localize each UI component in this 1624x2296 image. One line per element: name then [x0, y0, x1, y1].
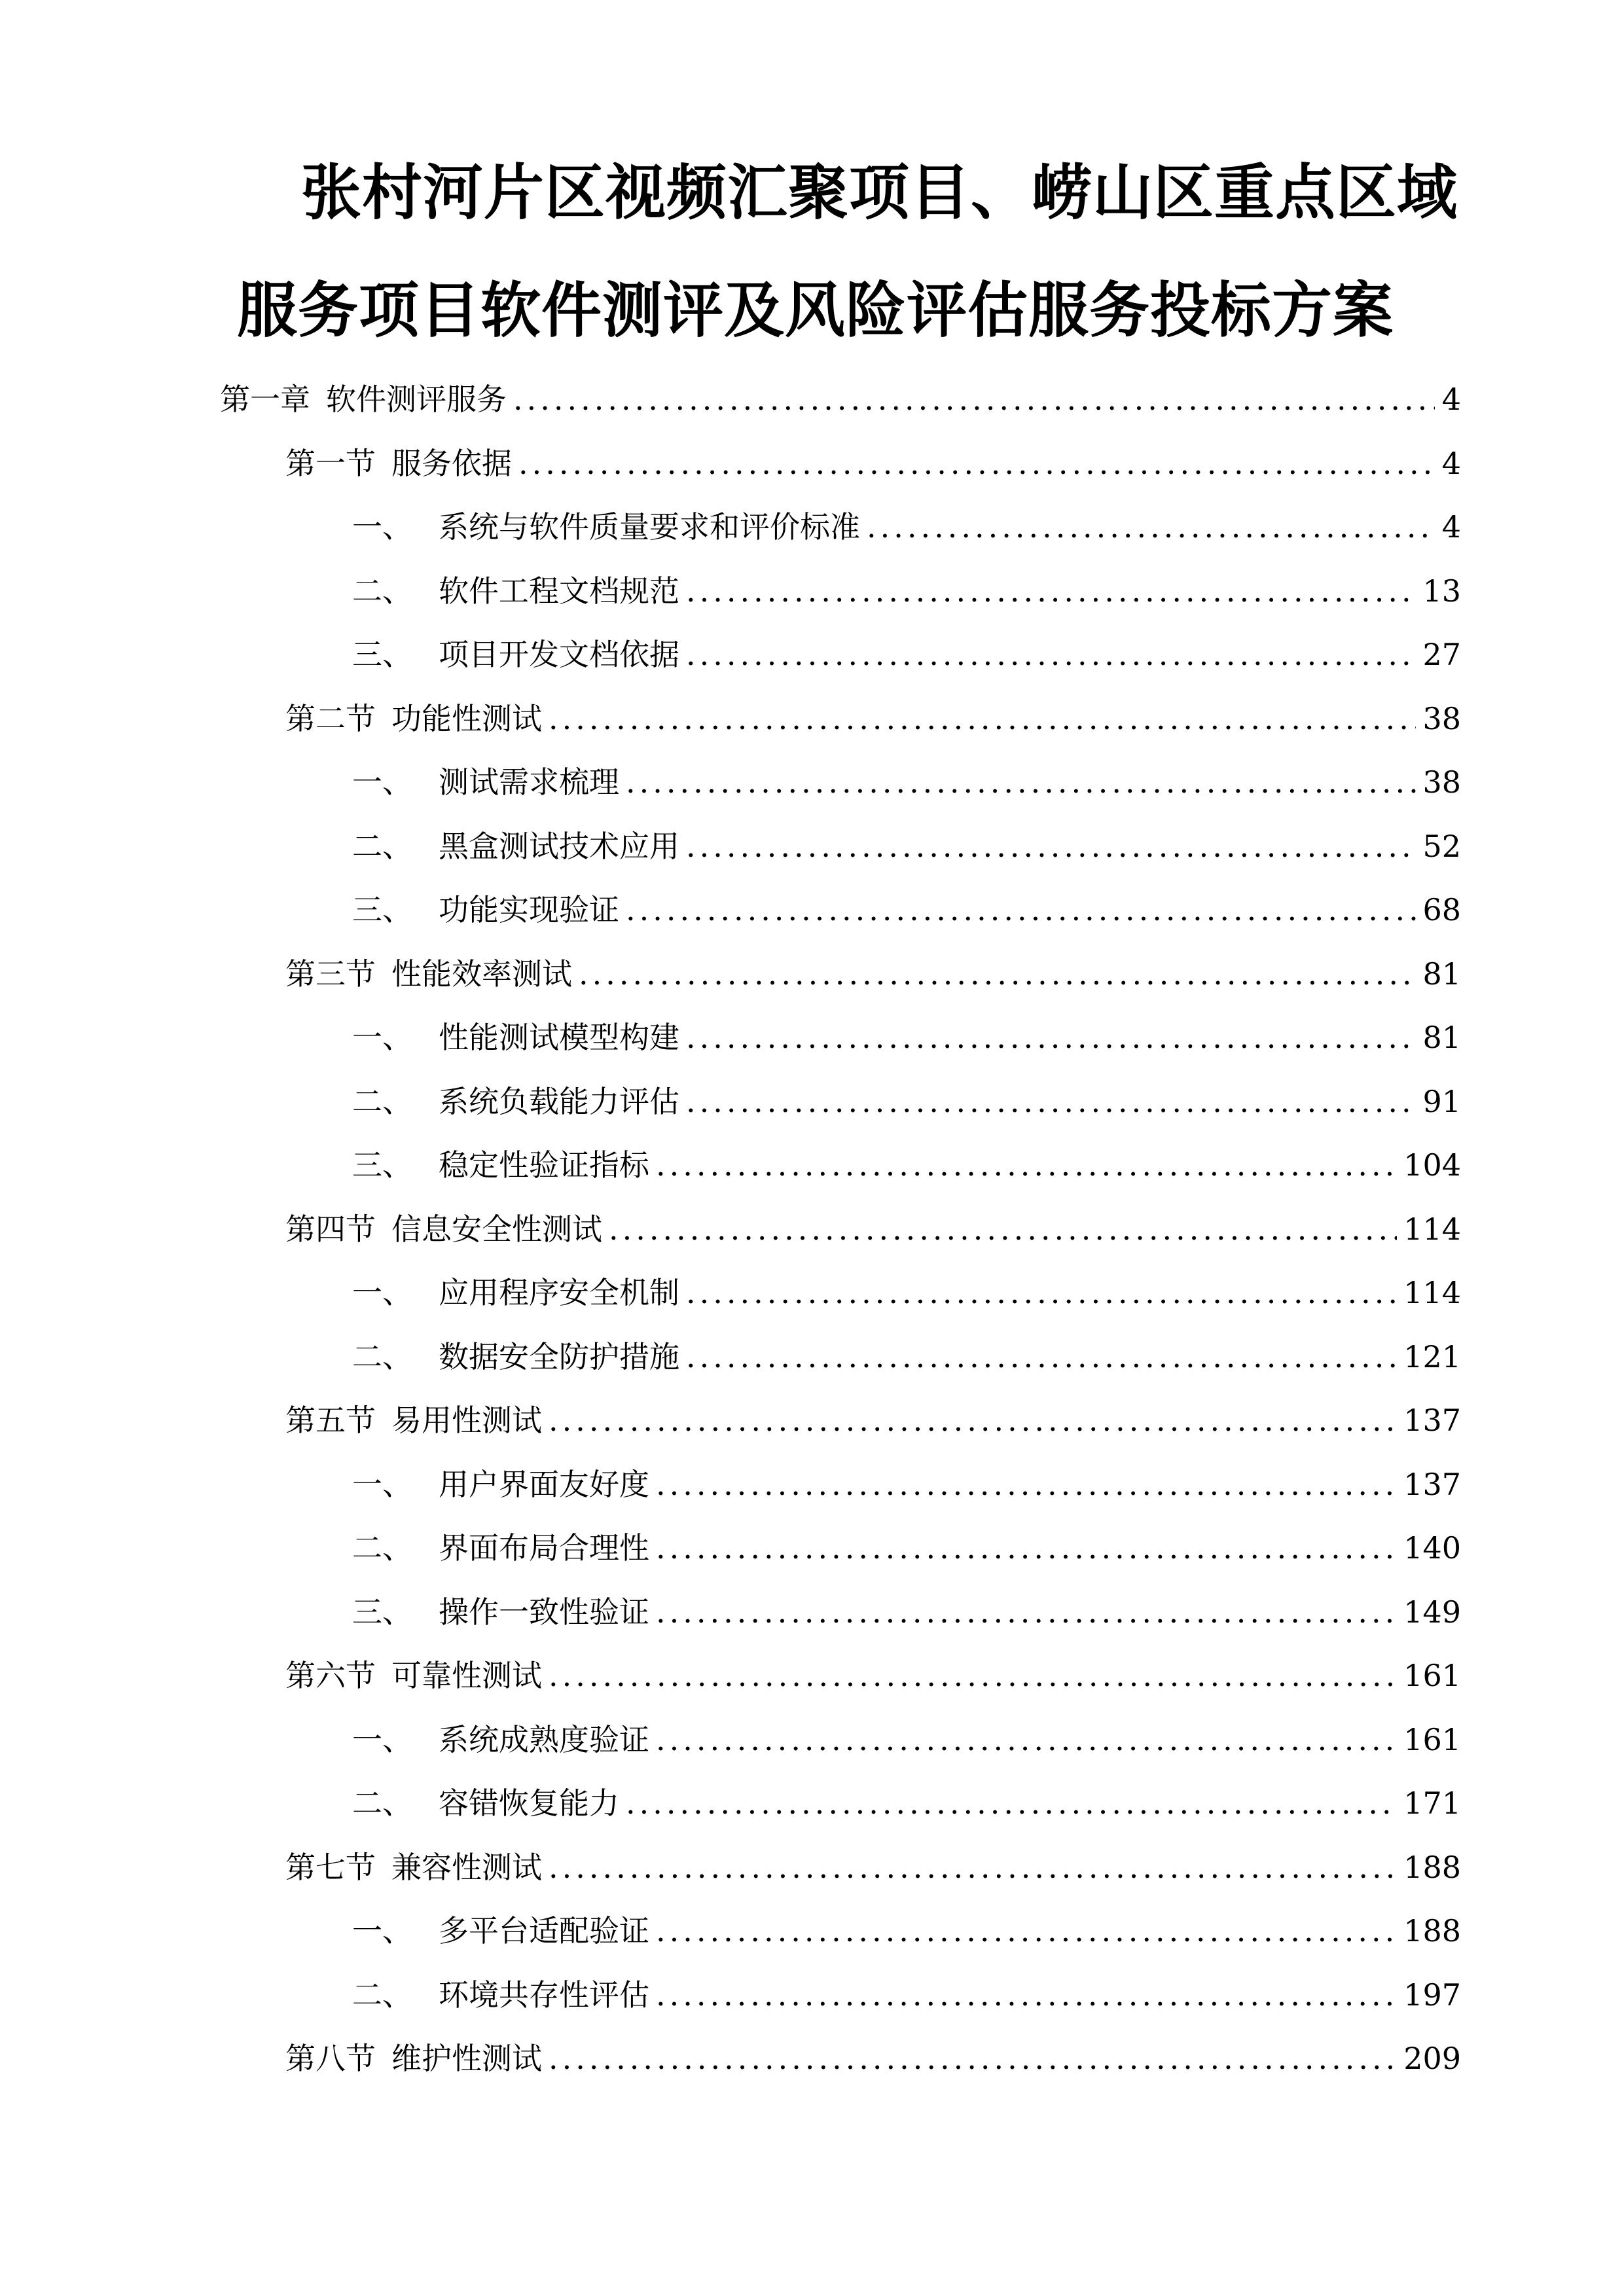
toc-entry-page-number: 4: [1441, 382, 1461, 417]
toc-leader-dots: [549, 1649, 1397, 1702]
toc-entry-number: 三、: [352, 1594, 412, 1630]
toc-leader-dots: [686, 1331, 1397, 1383]
toc-entry-number: 一、: [352, 1020, 412, 1055]
toc-entry[interactable]: [220, 373, 1461, 425]
toc-entry-number: 三、: [352, 637, 412, 672]
toc-entry-number: 三、: [352, 892, 412, 927]
toc-entry-number: 一、: [352, 1721, 412, 1757]
toc-entry-page-number: 52: [1422, 828, 1461, 864]
toc-entry-page-number: 81: [1422, 956, 1461, 992]
toc-entry-number: 一、: [352, 1913, 412, 1948]
toc-leader-dots: [686, 1266, 1397, 1319]
toc-entry-page-number: 121: [1403, 1338, 1461, 1374]
toc-entry[interactable]: [352, 628, 1461, 681]
toc-entry-label: 稳定性验证指标: [439, 1147, 649, 1183]
toc-entry-number: 二、: [352, 1530, 412, 1566]
toc-entry-page-number: 81: [1422, 1020, 1461, 1055]
toc-entry-page-number: 137: [1403, 1466, 1461, 1502]
toc-entry-label: 功能实现验证: [439, 892, 619, 927]
toc-leader-dots: [656, 1969, 1397, 2021]
toc-entry-number: 第五节: [285, 1403, 376, 1438]
toc-entry-number: 二、: [352, 1785, 412, 1821]
toc-entry-label: 服务依据: [391, 445, 512, 481]
toc-entry[interactable]: [352, 565, 1461, 617]
toc-entry-label: 测试需求梳理: [439, 764, 619, 800]
toc-entry[interactable]: [352, 1266, 1461, 1319]
toc-entry-label: 容错恢复能力: [439, 1785, 619, 1821]
toc-entry-page-number: 161: [1403, 1658, 1461, 1693]
toc-entry-page-number: 114: [1403, 1211, 1461, 1247]
toc-entry-label: 操作一致性验证: [439, 1594, 649, 1630]
toc-entry-number: 一、: [352, 509, 412, 545]
toc-leader-dots: [549, 692, 1416, 745]
toc-leader-dots: [686, 565, 1416, 617]
toc-leader-dots: [656, 1458, 1397, 1511]
toc-leader-dots: [626, 756, 1416, 808]
toc-entry-number: 第七节: [285, 1849, 376, 1885]
toc-entry-number: 第六节: [285, 1658, 376, 1693]
toc-entry-number: 二、: [352, 573, 412, 609]
toc-entry[interactable]: [285, 692, 1461, 745]
toc-entry-number: 第一节: [285, 445, 376, 481]
toc-entry-label: 用户界面友好度: [439, 1466, 649, 1502]
toc-entry[interactable]: [352, 1713, 1461, 1766]
toc-entry-page-number: 27: [1422, 637, 1461, 672]
toc-entry[interactable]: [285, 1203, 1461, 1255]
toc-leader-dots: [513, 373, 1435, 425]
toc-entry[interactable]: [352, 1458, 1461, 1511]
toc-entry[interactable]: [285, 1841, 1461, 1893]
toc-entry-number: 一、: [352, 1466, 412, 1502]
toc-entry[interactable]: [285, 1649, 1461, 1702]
toc-entry-label: 环境共存性评估: [439, 1977, 649, 2013]
toc-entry[interactable]: [352, 1969, 1461, 2021]
toc-entry-page-number: 4: [1441, 445, 1461, 481]
toc-leader-dots: [609, 1203, 1397, 1255]
toc-entry-label: 性能测试模型构建: [439, 1020, 679, 1055]
toc-entry-number: 一、: [352, 764, 412, 800]
toc-entry-page-number: 188: [1403, 1913, 1461, 1948]
toc-leader-dots: [626, 884, 1416, 936]
toc-entry-page-number: 13: [1422, 573, 1461, 609]
toc-entry-label: 界面布局合理性: [439, 1530, 649, 1566]
toc-entry-number: 二、: [352, 1338, 412, 1374]
toc-leader-dots: [549, 2032, 1397, 2085]
toc-entry[interactable]: [352, 1075, 1461, 1128]
toc-entry-label: 数据安全防护措施: [439, 1338, 679, 1374]
toc-leader-dots: [549, 1394, 1397, 1446]
toc-entry-page-number: 68: [1422, 892, 1461, 927]
toc-entry-label: 易用性测试: [391, 1403, 542, 1438]
toc-leader-dots: [626, 1777, 1397, 1829]
toc-entry[interactable]: [352, 756, 1461, 808]
toc-leader-dots: [656, 1905, 1397, 1957]
toc-entry-label: 可靠性测试: [391, 1658, 542, 1693]
toc-entry-label: 黑盒测试技术应用: [439, 828, 679, 864]
toc-entry-page-number: 104: [1403, 1147, 1461, 1183]
toc-entry-page-number: 161: [1403, 1721, 1461, 1757]
toc-leader-dots: [518, 437, 1435, 490]
toc-entry-page-number: 91: [1422, 1083, 1461, 1119]
toc-entry-page-number: 114: [1403, 1275, 1461, 1310]
toc-entry-number: 第一章: [220, 382, 310, 417]
toc-entry[interactable]: [352, 1586, 1461, 1638]
toc-entry[interactable]: [285, 948, 1461, 1000]
toc-entry[interactable]: [352, 884, 1461, 936]
toc-entry[interactable]: [285, 1394, 1461, 1446]
toc-leader-dots: [686, 628, 1416, 681]
toc-entry[interactable]: [352, 1139, 1461, 1191]
toc-entry-label: 功能性测试: [391, 700, 542, 736]
toc-entry-label: 系统负载能力评估: [439, 1083, 679, 1119]
toc-entry-page-number: 4: [1441, 509, 1461, 545]
toc-entry[interactable]: [352, 1522, 1461, 1574]
toc-entry[interactable]: [285, 2032, 1461, 2085]
toc-entry[interactable]: [352, 1777, 1461, 1829]
toc-leader-dots: [549, 1841, 1397, 1893]
toc-entry-label: 维护性测试: [391, 2041, 542, 2076]
toc-entry-page-number: 149: [1403, 1594, 1461, 1630]
toc-entry-page-number: 38: [1422, 764, 1461, 800]
toc-entry-number: 三、: [352, 1147, 412, 1183]
toc-leader-dots: [686, 1011, 1416, 1064]
toc-entry-page-number: 197: [1403, 1977, 1461, 2013]
toc-entry-label: 软件测评服务: [326, 382, 507, 417]
toc-entry[interactable]: [352, 1331, 1461, 1383]
toc-entry-label: 信息安全性测试: [391, 1211, 602, 1247]
toc-entry[interactable]: [352, 1011, 1461, 1064]
document-title-line-2: 服务项目软件测评及风险评估服务投标方案: [237, 276, 1394, 346]
toc-entry-label: 系统与软件质量要求和评价标准: [439, 509, 860, 545]
toc-entry-page-number: 140: [1403, 1530, 1461, 1566]
toc-entry[interactable]: [352, 1905, 1461, 1957]
document-title-line-1: 张村河片区视频汇聚项目、崂山区重点区域: [301, 158, 1458, 228]
toc-entry-number: 二、: [352, 828, 412, 864]
toc-leader-dots: [656, 1522, 1397, 1574]
toc-entry-number: 第八节: [285, 2041, 376, 2076]
toc-leader-dots: [656, 1586, 1397, 1638]
toc-entry[interactable]: [352, 820, 1461, 872]
toc-entry-number: 二、: [352, 1083, 412, 1119]
toc-leader-dots: [579, 948, 1416, 1000]
toc-leader-dots: [656, 1139, 1397, 1191]
toc-entry-page-number: 188: [1403, 1849, 1461, 1885]
toc-leader-dots: [867, 501, 1435, 553]
toc-leader-dots: [686, 1075, 1416, 1128]
toc-leader-dots: [686, 820, 1416, 872]
toc-entry-number: 第三节: [285, 956, 376, 992]
toc-entry-label: 软件工程文档规范: [439, 573, 679, 609]
toc-entry-label: 应用程序安全机制: [439, 1275, 679, 1310]
toc-entry-label: 性能效率测试: [391, 956, 572, 992]
toc-entry[interactable]: [352, 501, 1461, 553]
toc-leader-dots: [656, 1713, 1397, 1766]
toc-entry-number: 二、: [352, 1977, 412, 2013]
toc-entry-page-number: 137: [1403, 1403, 1461, 1438]
toc-entry-page-number: 38: [1422, 700, 1461, 736]
toc-entry[interactable]: [285, 437, 1461, 490]
toc-entry-number: 第四节: [285, 1211, 376, 1247]
toc-entry-label: 项目开发文档依据: [439, 637, 679, 672]
toc-entry-label: 兼容性测试: [391, 1849, 542, 1885]
toc-entry-label: 系统成熟度验证: [439, 1721, 649, 1757]
toc-entry-label: 多平台适配验证: [439, 1913, 649, 1948]
toc-entry-page-number: 209: [1403, 2041, 1461, 2076]
toc-entry-number: 一、: [352, 1275, 412, 1310]
toc-entry-number: 第二节: [285, 700, 376, 736]
toc-entry-page-number: 171: [1403, 1785, 1461, 1821]
